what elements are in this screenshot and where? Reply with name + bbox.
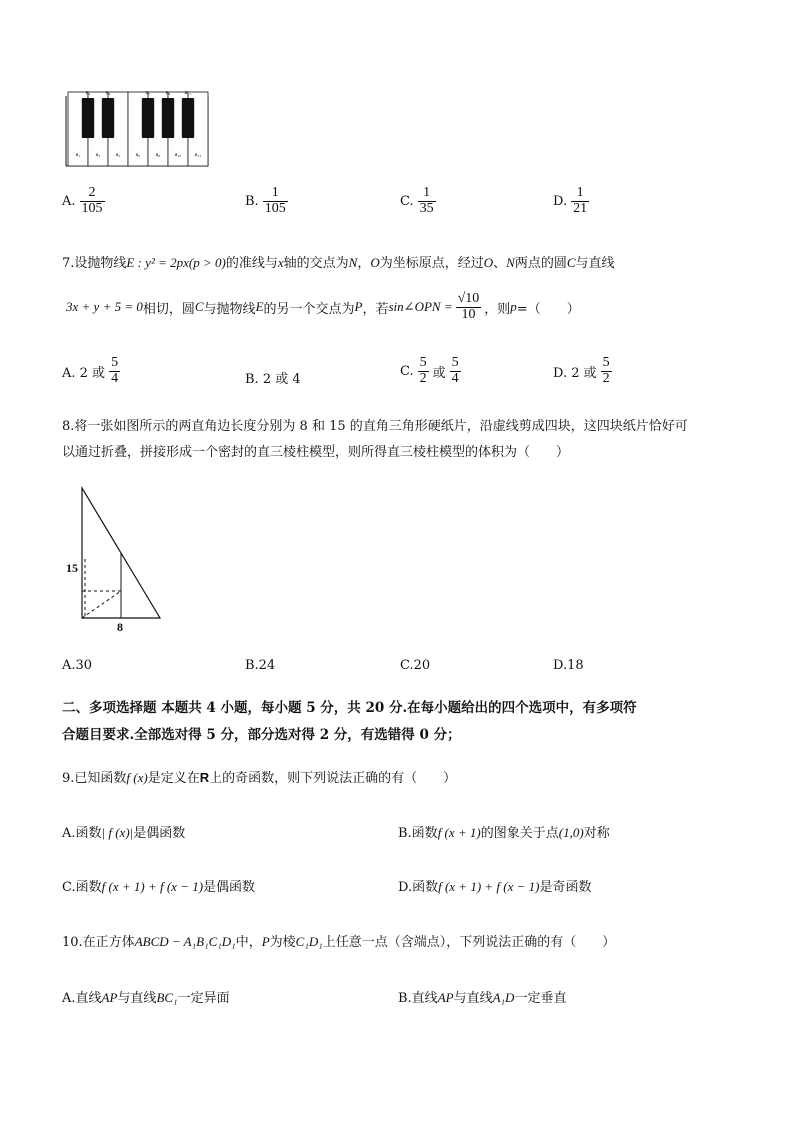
q10-stem (62, 931, 615, 950)
q7-line-1 (62, 252, 615, 271)
q6-option-c-letter: C. (400, 193, 414, 209)
dashed-diagonal (82, 591, 121, 618)
q10-edge: C₁D₁ (295, 934, 323, 949)
q6-d-num: 1 (571, 186, 589, 202)
q9-b-point: (1,0) (558, 825, 584, 840)
q6-option-c-fraction (418, 186, 436, 216)
q8-option-b[interactable]: B.24 (245, 658, 276, 673)
white-key-label: a₁₂ (194, 152, 202, 158)
q7-text: 与抛物线 (203, 301, 256, 317)
q7-sin-num: √10 (457, 291, 480, 306)
q9-b-text: B.函数 (398, 826, 438, 841)
q10-a-text: 与直线 (117, 991, 157, 1006)
q10-text: 上任意一点（含端点），下列说法正确的有（ ） (322, 935, 616, 950)
q7-text: 与直线 (575, 256, 615, 271)
label-15: 15 (66, 561, 78, 575)
q7-var-p: p (510, 299, 517, 315)
q7-var-N: N (348, 255, 358, 270)
black-key-label: a₇ (145, 90, 151, 96)
q9-text: 是定义在 (147, 771, 200, 786)
q6-option-a-fraction (80, 186, 105, 216)
q7-c-den2: 4 (451, 370, 459, 386)
q9-text: 上的奇函数，则下列说法正确的有（ ） (209, 771, 457, 786)
q8-line-1: 8.将一张如图所示的两直角边长度分别为 8 和 15 的直角三角形硬纸片，沿虚线剪成四块，这四块纸片恰好可 (62, 419, 688, 434)
q7-option-c[interactable] (400, 356, 461, 386)
q8-option-c[interactable]: C.20 (400, 658, 431, 673)
q7-option-c-fraction-2 (450, 356, 461, 386)
black-key (142, 98, 154, 138)
q7-text: ，若 (362, 301, 389, 317)
q9-d-text: 是奇函数 (539, 880, 592, 895)
white-key-label: a₁₀ (174, 152, 182, 158)
q7-var-x: x (277, 255, 284, 270)
q9-option-b[interactable] (398, 822, 610, 841)
q6-option-d-fraction (571, 186, 589, 216)
q7-parabola-eq: E : y² = 2px(p > 0) (126, 255, 226, 270)
q9-b-math: f (x + 1) (437, 825, 481, 840)
q9-a-text: 是偶函数 (133, 826, 186, 841)
q7-text: 相切，圆 (142, 301, 195, 317)
q10-b-text: B.直线 (398, 991, 438, 1006)
q7-option-d-prefix: D. 2 或 (553, 365, 597, 381)
piano-svg (62, 88, 212, 168)
q7-option-c-mid: 或 (432, 365, 446, 381)
q7-c-den1: 2 (419, 370, 427, 386)
q9-a-text: A.函数 (62, 826, 102, 841)
black-key-label: a₉ (165, 90, 171, 96)
q7-d-den: 2 (602, 370, 610, 386)
q10-cube: ABCD − A₁B₁C₁D₁ (134, 934, 236, 949)
piano-figure (62, 88, 212, 168)
q6-b-num: 1 (263, 186, 288, 202)
q7-text: =（ ） (516, 301, 580, 317)
q10-text: 10.在正方体 (62, 935, 135, 950)
q7-option-c-fraction-1 (418, 356, 429, 386)
q10-text: 中， (235, 935, 262, 950)
q9-option-d[interactable] (398, 876, 592, 895)
q7-text: 轴的交点为 (283, 256, 349, 271)
q7-option-a[interactable] (62, 356, 120, 386)
q7-option-a-fraction (109, 356, 120, 386)
black-key-label: a₂ (85, 90, 91, 96)
q6-option-a-letter: A. (62, 193, 76, 209)
q10-option-b[interactable] (398, 987, 566, 1006)
q7-var-O: O (483, 255, 494, 270)
q10-text: 为棱 (269, 935, 296, 950)
q7-text: ， (357, 256, 371, 271)
q9-option-c[interactable] (62, 876, 255, 895)
q6-option-b-fraction (263, 186, 288, 216)
q6-c-den: 35 (419, 200, 434, 216)
q9-a-math: | f (x)| (101, 825, 134, 840)
black-key (102, 98, 114, 138)
q7-var-C: C (566, 255, 576, 270)
q7-sin-expr: sin∠OPN = (388, 299, 453, 315)
q7-text: ，则 (484, 301, 511, 317)
white-key-label: a₁ (75, 152, 81, 158)
q7-line-2 (66, 292, 580, 322)
q7-c-num1: 5 (419, 355, 427, 370)
q9-c-text: C.函数 (62, 880, 102, 895)
q7-a-den: 4 (111, 370, 119, 386)
q7-var-E: E (255, 299, 264, 315)
q7-d-num: 5 (602, 355, 610, 370)
triangle-figure (62, 484, 172, 634)
q10-b-text: 与直线 (453, 991, 493, 1006)
q9-d-text: D.函数 (398, 880, 439, 895)
q6-c-num: 1 (418, 186, 436, 202)
q7-sin-fraction (456, 292, 482, 322)
q7-text: 的另一个交点为 (263, 301, 355, 317)
q6-option-a[interactable] (62, 186, 105, 216)
white-key-label: a₈ (155, 152, 161, 158)
q7-var-N: N (506, 255, 515, 270)
q7-a-num: 5 (111, 355, 119, 370)
q7-option-b-text: B. 2 或 4 (245, 372, 301, 387)
q6-d-den: 21 (573, 200, 588, 216)
q7-option-d[interactable] (553, 356, 612, 386)
q10-option-a[interactable] (62, 987, 230, 1006)
q9-c-math: f (x + 1) + f (x − 1) (101, 879, 204, 894)
q7-sin-den: 10 (461, 306, 476, 322)
q10-a-AP: AP (101, 990, 118, 1005)
q7-line-eq: 3x + y + 5 = 0 (66, 299, 143, 315)
black-key (162, 98, 174, 138)
q9-func: f (x) (126, 770, 148, 785)
q7-var-O: O (370, 255, 380, 270)
black-key (82, 98, 94, 138)
black-key (182, 98, 194, 138)
q9-b-text: 对称 (583, 826, 610, 841)
q10-a-text: A.直线 (62, 991, 102, 1006)
q10-b-AP: AP (437, 990, 454, 1005)
q7-var-P: P (354, 299, 363, 315)
q7-text: 、 (493, 256, 507, 271)
q9-option-a[interactable] (62, 822, 185, 841)
q9-c-text: 是偶函数 (203, 880, 256, 895)
q10-a-text: 一定异面 (177, 991, 230, 1006)
q6-option-c[interactable] (400, 186, 436, 216)
q10-var-P: P (261, 934, 270, 949)
q10-b-A1D: A₁D (492, 990, 515, 1005)
q10-a-BC1: BC₁ (156, 990, 178, 1005)
q6-option-d[interactable] (553, 186, 589, 216)
q7-text: 两点的圆 (514, 256, 567, 271)
white-key-label: a₆ (135, 152, 141, 158)
q7-c-num2: 5 (451, 355, 459, 370)
label-8: 8 (117, 620, 123, 634)
white-key-label: a₅ (115, 152, 121, 158)
q8-line-2: 以通过折叠，拼接形成一个密封的直三棱柱模型，则所得直三棱柱模型的体积为（ ） (62, 445, 570, 460)
section2-line-1: 二、多项选择题 本题共 4 小题，每小题 5 分，共 20 分.在每小题给出的四个选项中，有多项符 (62, 700, 637, 716)
q6-b-den: 105 (264, 200, 286, 216)
q9-b-text: 的图象关于点 (480, 826, 559, 841)
q7-text: 7.设抛物线 (62, 256, 127, 271)
black-key-label: a₄ (105, 90, 111, 96)
q7-option-a-prefix: A. 2 或 (62, 365, 106, 381)
q6-option-d-letter: D. (553, 193, 568, 209)
q9-reals: R (199, 770, 210, 785)
q8-option-a[interactable]: A.30 (62, 658, 93, 673)
q7-option-b[interactable] (245, 368, 301, 387)
q6-a-num: 2 (80, 186, 105, 202)
q6-option-b-letter: B. (245, 193, 259, 209)
black-key-label: a₁₁ (184, 90, 192, 96)
q9-d-math: f (x + 1) + f (x − 1) (438, 879, 540, 894)
section2-line-2: 合题目要求.全部选对得 5 分，部分选对得 2 分，有选错得 0 分； (62, 727, 461, 743)
q9-stem (62, 767, 456, 786)
q6-a-den: 105 (81, 200, 103, 216)
q7-option-c-prefix: C. (400, 363, 414, 379)
q7-var-C: C (194, 299, 204, 315)
q7-option-d-fraction (601, 356, 612, 386)
q8-option-d[interactable]: D.18 (553, 658, 584, 673)
q7-text: 为坐标原点，经过 (379, 256, 484, 271)
q9-text: 9.已知函数 (62, 771, 127, 786)
white-key-label: a₃ (95, 152, 101, 158)
q10-b-text: 一定垂直 (514, 991, 567, 1006)
triangle-svg (62, 484, 172, 634)
q7-text: 的准线与 (225, 256, 278, 271)
q6-option-b[interactable] (245, 186, 288, 216)
